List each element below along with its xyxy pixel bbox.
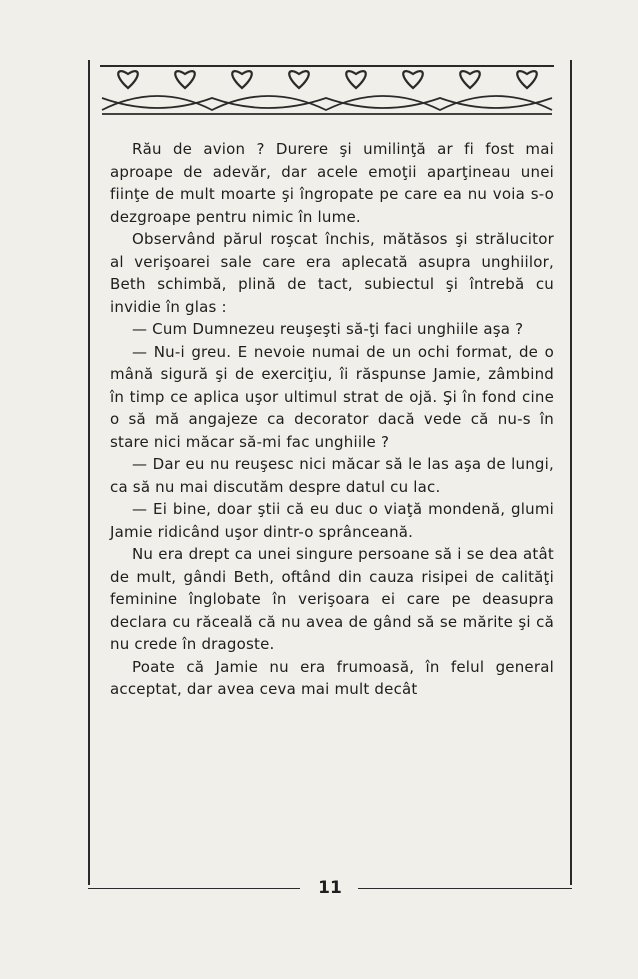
heart-ornament-icon [403,71,423,88]
paragraph: Nu era drept ca unei singure persoane să i se dea atât de mult, gândi Beth, oftând din cauza risipei de calităţi feminine înglobate în verişoara ei care pe deasupra declara cu răceală că nu avea de gând să se mărite şi că nu crede în dragoste. [110,545,554,653]
footer-rule-right [358,888,572,889]
dialogue-line: — Nu-i greu. E nevoie numai de un ochi format, de o mână sigură şi de exerciţiu, îi răspunse Jamie, zâmbind în timp ce aplica uşor ultimul strat de ojă. Şi în fond cine o să mă angajeze ca decorator dacă vede că nu-s în stare nici măcar să-mi fac unghiile ? [110,342,554,451]
paragraph: Observând părul roşcat închis, mătăsos şi strălucitor al verişoarei sale care era aplecată asupra unghiilor, Beth schimbă, plină de tact, subiectul şi întrebă cu invidie în glas : [110,230,554,316]
chapter-text [110,138,554,701]
decorative-header-ornament [98,62,556,118]
dialogue-line: — Cum Dumnezeu reuşeşti să-ţi faci unghiile aşa ? [132,320,524,338]
heart-ornament-icon [118,71,138,88]
heart-ornament-icon [460,71,480,88]
page-footer [88,876,572,900]
paragraph: Poate că Jamie nu era frumoasă, în felul general acceptat, dar avea ceva mai mult decât [110,657,554,698]
dialogue-line: — Ei bine, doar ştii că eu duc o viaţă mondenă, glumi Jamie ridicând uşor dintr-o sprânceană. [110,500,554,541]
heart-ornament-icon [175,71,195,88]
dialogue-line: — Dar eu nu reuşesc nici măcar să le las aşa de lungi, ca să nu mai discutăm despre datul cu lac. [110,455,554,496]
page-number: 11 [318,878,342,898]
page-frame-right-border [570,60,572,885]
page-frame-left-border [88,60,90,885]
heart-ornament-icon [346,71,366,88]
heart-ornament-icon [289,71,309,88]
footer-rule-left [88,888,300,889]
heart-ornament-icon [232,71,252,88]
heart-ornament-icon [517,71,537,88]
paragraph: Rău de avion ? Durere şi umilinţă ar fi fost mai aproape de adevăr, dar acele emoţii aparţineau unei fiinţe de mult moarte şi îngropate pe care ea nu voia s-o dezgroape pentru nimic în lume. [110,140,554,226]
